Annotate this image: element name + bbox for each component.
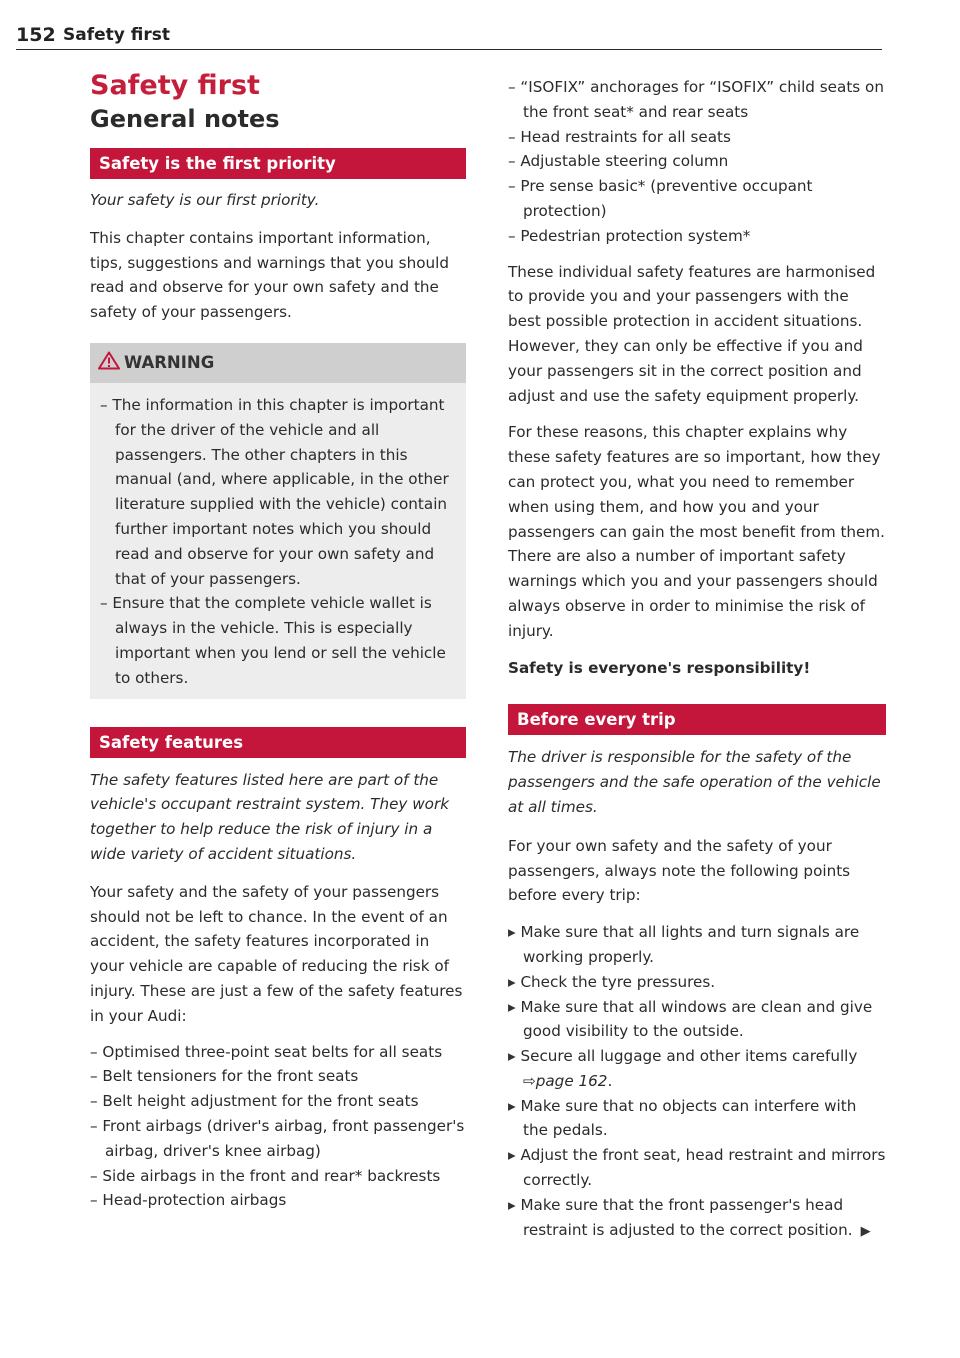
checklist-item: ▸ Make sure that no objects can interfere with the pedals. — [508, 1094, 886, 1144]
list-item: – Head restraints for all seats — [508, 127, 731, 146]
trip-checklist — [508, 920, 886, 1244]
checklist-item: ▸ Make sure that all windows are clean and give good visibility to the outside. — [508, 995, 886, 1045]
harmonised-paragraph: These individual safety features are harmonised to provide you and your passengers with the best possible protection in accident situations. However, they can only be effective if you and your passengers sit in the correct position and adjust and use the safety equipment properly. — [508, 262, 876, 405]
continue-arrow-icon: ▶ — [860, 1223, 871, 1239]
list-item: – Front airbags (driver's airbag, front passenger's airbag, driver's knee airbag) — [90, 1116, 465, 1160]
features-list — [90, 1040, 466, 1214]
warning-item: – Ensure that the complete vehicle wallet is always in the vehicle. This is especially important when you lend or sell the vehicle to others. — [100, 594, 446, 687]
list-item: – Adjustable steering column — [508, 152, 729, 171]
right-column — [508, 75, 886, 1244]
warning-header — [90, 343, 466, 383]
checklist-item: ▸ Check the tyre pressures. — [508, 970, 886, 995]
heading-bar-trip: Before every trip — [508, 704, 886, 735]
features-list-continued — [508, 75, 886, 249]
heading-bar-priority: Safety is the first priority — [90, 148, 466, 179]
list-item: – “ISOFIX” anchorages for “ISOFIX” child seats on the front seat* and rear seats — [508, 78, 884, 121]
responsibility-note: Safety is everyone's responsibility! — [508, 658, 811, 677]
checklist-item: ▸ Adjust the front seat, head restraint and mirrors correctly. — [508, 1143, 886, 1193]
checklist-item: ▸ Make sure that the front passenger's head restraint is adjusted to the correct position. ▶ — [508, 1193, 886, 1245]
list-item: – Pre sense basic* (preventive occupant protection) — [508, 177, 813, 220]
list-item: – Side airbags in the front and rear* backrests — [90, 1166, 441, 1185]
warning-box — [90, 343, 466, 699]
trip-body: For your own safety and the safety of your passengers, always note the following points before every trip: — [508, 836, 851, 905]
list-item: – Pedestrian protection system* — [508, 226, 751, 245]
warning-item: – The information in this chapter is important for the driver of the vehicle and all passengers. The other chapters in this manual (and, where applicable, in the other literature supplied with the vehicle) contain further important notes which you should read and observe for your own safety and that of your passengers. — [100, 395, 449, 588]
priority-body: This chapter contains important information, tips, suggestions and warnings that you should read and observe for your own safety and the safety of your passengers. — [90, 228, 449, 322]
list-item: – Optimised three-point seat belts for all seats — [90, 1042, 443, 1061]
running-header — [16, 24, 882, 50]
warning-triangle-icon — [98, 351, 120, 370]
list-item: – Head-protection airbags — [90, 1191, 287, 1210]
features-body: Your safety and the safety of your passengers should not be left to chance. In the event of an accident, the safety features incorporated in your vehicle are capable of reducing the risk of injury. These are just a few of the safety features in your Audi: — [90, 882, 463, 1025]
warning-label: WARNING — [124, 352, 215, 372]
page-number: 152 — [16, 24, 56, 46]
trip-intro: The driver is responsible for the safety of the passengers and the safe operation of the vehicle at all times. — [508, 748, 881, 816]
priority-intro: Your safety is our first priority. — [90, 191, 320, 209]
list-item: – Belt height adjustment for the front seats — [90, 1092, 419, 1111]
chapter-title: Safety first — [90, 70, 260, 101]
section-title: General notes — [90, 105, 280, 133]
checklist-item: ▸ Make sure that all lights and turn signals are working properly. — [508, 920, 886, 970]
checklist-item: ▸ Secure all luggage and other items carefully ⇨page 162. — [508, 1044, 886, 1094]
list-item: – Belt tensioners for the front seats — [90, 1067, 359, 1086]
reasons-paragraph: For these reasons, this chapter explains why these safety features are so important, how they can protect you, what you need to remember when using them, and how you and your passengers can gain the most benefit from them. There are also a number of important safety warnings which you and your passengers should always observe in order to minimise the risk of injury. — [508, 423, 885, 640]
header-title: Safety first — [63, 25, 170, 45]
heading-bar-features: Safety features — [90, 727, 466, 758]
warning-list — [90, 383, 466, 699]
features-intro: The safety features listed here are part of the vehicle's occupant restraint system. They work together to help reduce the risk of injury in a wide variety of accident situations. — [90, 770, 449, 863]
page-reference-link[interactable]: ⇨page 162 — [523, 1071, 608, 1090]
left-column — [90, 70, 466, 1213]
